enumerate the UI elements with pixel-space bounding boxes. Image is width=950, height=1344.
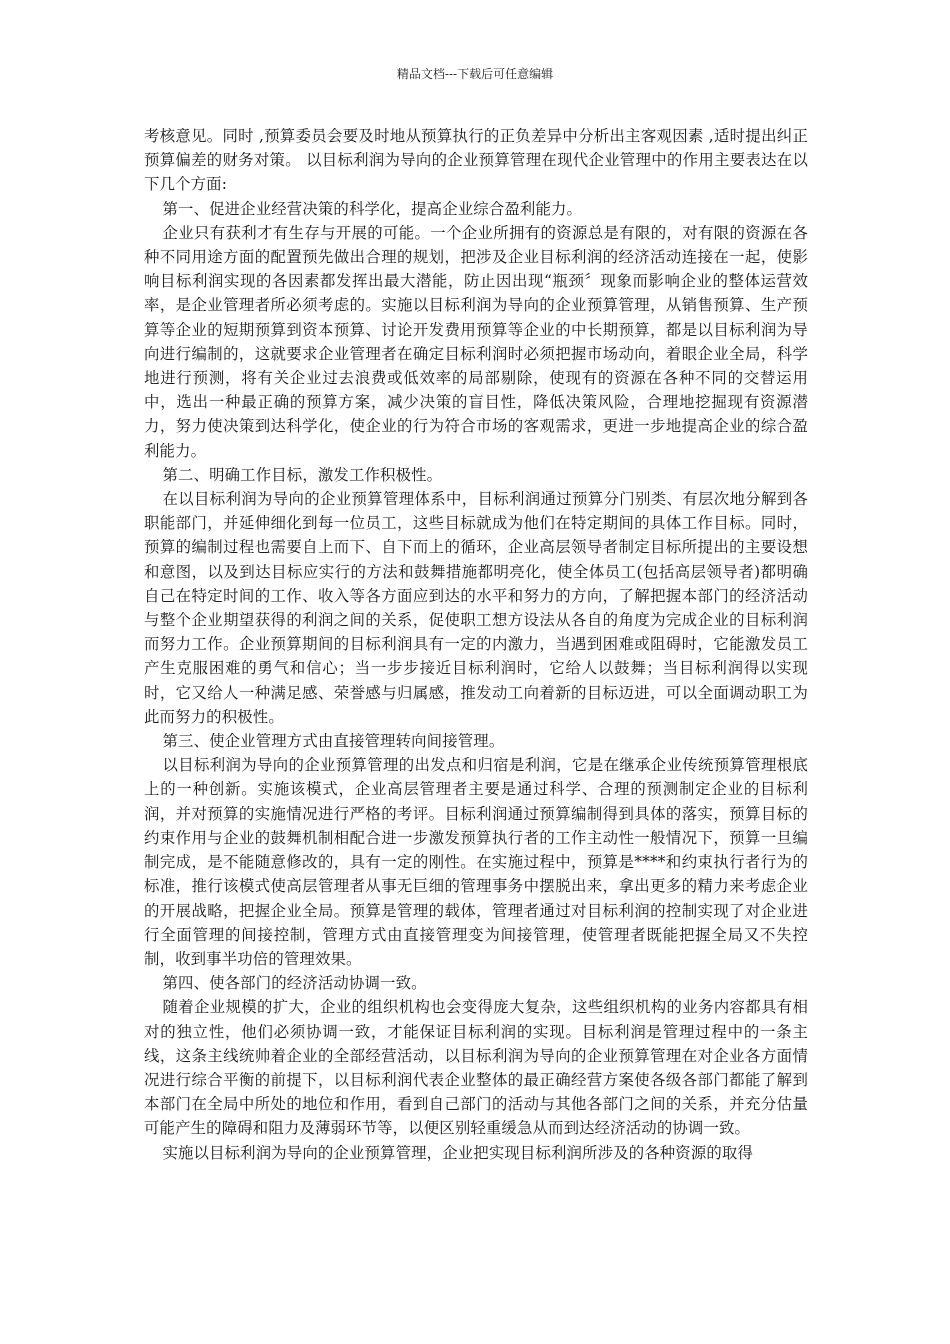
section-heading-1: 第一、促进企业经营决策的科学化，提高企业综合盈利能力。 <box>162 199 583 218</box>
paragraph-section-2: 在以目标利润为导向的企业预算管理体系中，目标利润通过预算分门别类、有层次地分解到各职能部门，并延伸细化到每一位员工，这些目标就成为他们在特定期间的具体工作目标。同时，预算的编制过程也需要自上而下、自下而上的循环，企业高层领导者制定目标所提出的主要设想和意图，以及到达目标应实行的方法和鼓舞措施都明亮化，使全体员工(包括高层领导者)都明确自己在特定时间的工作、收入等各方面应到达的水平和努力的方向，了解把握本部门的经济活动与整个企业期望获得的利润之间的关系，促使职工想方设法从各自的角度为完成企业的目标利润而努力工作。企业预算期间的目标利润具有一定的内激力，当遇到困难或阻碍时，它能激发员工产生克服困难的勇气和信心；当一步步接近目标利润时，它给人以鼓舞；当目标利润得以实现时，它又给人一种满足感、荣誉感与归属感，推发动工向着新的目标迈进，可以全面调动职工为此而努力的积极性。 <box>144 490 808 726</box>
section-heading-3: 第三、使企业管理方式由直接管理转向间接管理。 <box>162 732 505 751</box>
section-heading-2: 第二、明确工作目标，激发工作积极性。 <box>162 465 443 484</box>
page-header: 精品文档---下载后可任意编辑 <box>396 67 554 81</box>
paragraph-section-1: 企业只有获利才有生存与开展的可能。一个企业所拥有的资源总是有限的，对有限的资源在各种不同用途方面的配置预先做出合理的规划，把涉及企业目标利润的经济活动连接在一起，使影响目标利润实现的各因素都发挥出最大潜能，防止因出现“瓶颈〞现象而影响企业的整体运营效率，是企业管理者所必须考虑的。实施以目标利润为导向的企业预算管理，从销售预算、生产预算等企业的短期预算到资本预算、讨论开发费用预算等企业的中长期预算，都是以目标利润为导向进行编制的，这就要求企业管理者在确定目标利润时必须把握市场动向，着眼企业全局，科学地进行预测，将有关企业过去浪费或低效率的局部剔除，使现有的资源在各种不同的交替运用中，选出一种最正确的预算方案，减少决策的盲目性，降低决策风险，合理地挖掘现有资源潜力，努力使决策到达科学化，使企业的行为符合市场的客观需求，更进一步地提高企业的综合盈利能力。 <box>144 223 808 460</box>
paragraph-section-4: 随着企业规模的扩大，企业的组织机构也会变得庞大复杂，这些组织机构的业务内容都具有相对的独立性，他们必须协调一致，才能保证目标利润的实现。目标利润是管理过程中的一条主线，这条主线统帅着企业的全部经营活动，以目标利润为导向的企业预算管理在对企业各方面情况进行综合平衡的前提下，以目标利润代表企业整体的最正确经营方案使各级各部门都能了解到本部门在全局中所处的地位和作用，看到自己部门的活动与其他各部门之间的关系，并充分估量可能产生的障碍和阻力及薄弱环节等，以便区别轻重缓急从而到达经济活动的协调一致。 <box>144 998 808 1138</box>
paragraph-section-3: 以目标利润为导向的企业预算管理的出发点和归宿是利润，它是在继承企业传统预算管理根底上的一种创新。实施该模式，企业高层管理者主要是通过科学、合理的预测制定企业的目标利润，并对预算的实施情况进行严格的考评。目标利润通过预算编制得到具体的落实，预算目标的约束作用与企业的鼓舞机制相配合进一步激发预算执行者的工作主动性一般情况下，预算一旦编制完成，是不能随意修改的，具有一定的刚性。在实施过程中，预算是****和约束执行者行为的标准，推行该模式使高层管理者从事无巨细的管理事务中摆脱出来，拿出更多的精力来考虑企业的开展战略，把握企业全局。预算是管理的载体，管理者通过对目标利润的控制实现了对企业进行全面管理的间接控制，管理方式由直接管理变为间接管理，使管理者既能把握全局又不失控制，收到事半功倍的管理效果。 <box>144 756 808 968</box>
paragraph-intro: 考核意见。同时 ,预算委员会要及时地从预算执行的正负差异中分析出主客观因素 ,适时提出纠正预算偏差的财务对策。 以目标利润为导向的企业预算管理在现代企业管理中的作用主要表达在以下几个方面: <box>144 127 808 194</box>
section-heading-4: 第四、使各部门的经济活动协调一致。 <box>162 974 427 993</box>
paragraph-closing: 实施以目标利润为导向的企业预算管理，企业把实现目标利润所涉及的各种资源的取得 <box>162 1143 754 1162</box>
document-body <box>144 124 808 1165</box>
